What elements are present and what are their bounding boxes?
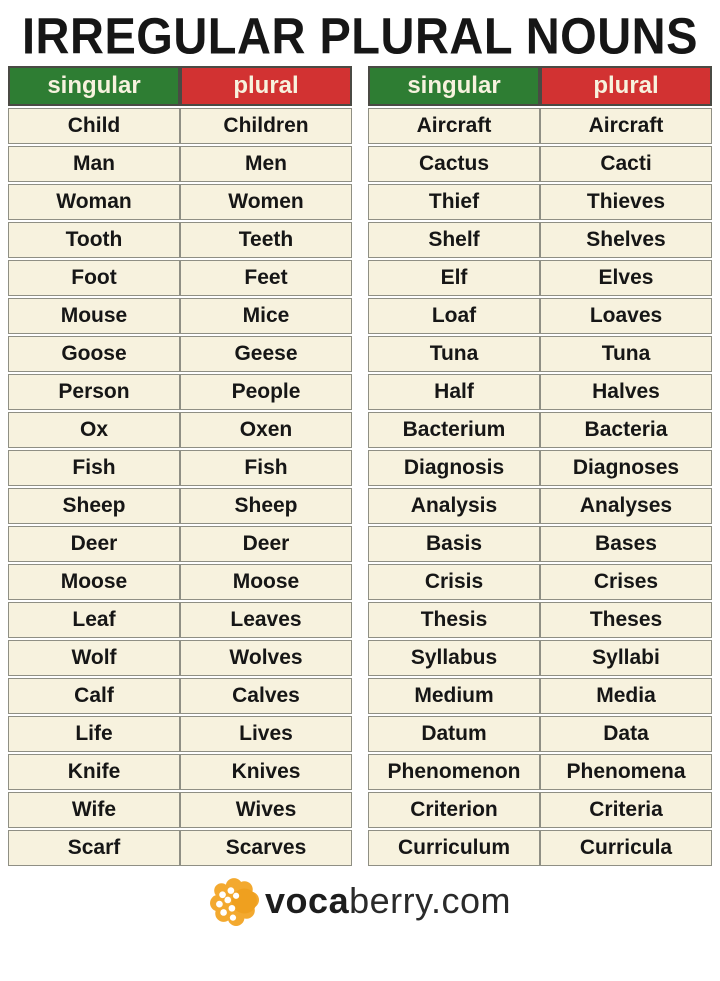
singular-cell: Aircraft [368,108,540,144]
table-row [368,526,712,562]
tables-container [8,64,712,868]
table-row [8,564,352,600]
plural-cell: Knives [180,754,352,790]
plural-cell: Children [180,108,352,144]
plural-cell: Thieves [540,184,712,220]
singular-cell: Tuna [368,336,540,372]
singular-cell: Woman [8,184,180,220]
singular-cell: Bacterium [368,412,540,448]
table-row [368,374,712,410]
page-title: IRREGULAR PLURAL NOUNS [22,6,698,65]
table-row [368,640,712,676]
plural-cell: Mice [180,298,352,334]
singular-column-header: singular [8,66,180,106]
plural-cell: Elves [540,260,712,296]
singular-column-header: singular [368,66,540,106]
plural-cell: Leaves [180,602,352,638]
singular-cell: Wolf [8,640,180,676]
singular-cell: Leaf [8,602,180,638]
plural-cell: Halves [540,374,712,410]
plural-column-header: plural [540,66,712,106]
table-row [368,184,712,220]
singular-cell: Mouse [8,298,180,334]
table-row [368,146,712,182]
table-row [368,602,712,638]
brand-name-rest: berry.com [349,879,511,921]
table-row [8,222,352,258]
table-row [368,716,712,752]
singular-cell: Elf [368,260,540,296]
plural-cell: Tuna [540,336,712,372]
singular-cell: Knife [8,754,180,790]
plural-cell: Sheep [180,488,352,524]
singular-cell: Thief [368,184,540,220]
plural-cell: Moose [180,564,352,600]
table-row [368,336,712,372]
table-row [8,488,352,524]
plural-column-header: plural [180,66,352,106]
noun-table-left [8,64,352,868]
plural-cell: Criteria [540,792,712,828]
plural-cell: Cacti [540,146,712,182]
table-row [368,108,712,144]
plural-cell: Syllabi [540,640,712,676]
singular-cell: Crisis [368,564,540,600]
plural-cell: Shelves [540,222,712,258]
plural-cell: Theses [540,602,712,638]
singular-cell: Medium [368,678,540,714]
singular-cell: Scarf [8,830,180,866]
table-row [8,374,352,410]
table-row [8,754,352,790]
table-row [368,488,712,524]
plural-cell: Geese [180,336,352,372]
berry-logo-icon [209,876,259,926]
plural-cell: Fish [180,450,352,486]
table-row [8,298,352,334]
table-row [8,336,352,372]
singular-cell: Criterion [368,792,540,828]
singular-cell: Analysis [368,488,540,524]
singular-cell: Phenomenon [368,754,540,790]
brand-name-bold: voca [265,879,350,921]
singular-cell: Man [8,146,180,182]
table-row [368,412,712,448]
table-row [368,754,712,790]
table-row [8,526,352,562]
table-row [368,678,712,714]
singular-cell: Wife [8,792,180,828]
plural-cell: Crises [540,564,712,600]
table-row [8,602,352,638]
plural-cell: Wives [180,792,352,828]
plural-cell: Data [540,716,712,752]
plural-cell: Diagnoses [540,450,712,486]
table-row [8,260,352,296]
table-row [8,108,352,144]
singular-cell: Deer [8,526,180,562]
table-row [8,830,352,866]
singular-cell: Sheep [8,488,180,524]
table-row [368,564,712,600]
singular-cell: Child [8,108,180,144]
singular-cell: Shelf [368,222,540,258]
table-row [8,412,352,448]
singular-cell: Moose [8,564,180,600]
singular-cell: Person [8,374,180,410]
plural-cell: Feet [180,260,352,296]
plural-cell: Wolves [180,640,352,676]
plural-cell: Phenomena [540,754,712,790]
plural-cell: Loaves [540,298,712,334]
plural-cell: Deer [180,526,352,562]
noun-table-right [368,64,712,868]
brand-name [265,880,511,922]
singular-cell: Loaf [368,298,540,334]
singular-cell: Calf [8,678,180,714]
table-row [8,184,352,220]
singular-cell: Fish [8,450,180,486]
plural-cell: People [180,374,352,410]
plural-cell: Curricula [540,830,712,866]
plural-cell: Bacteria [540,412,712,448]
singular-cell: Half [368,374,540,410]
brand-footer [8,876,712,926]
table-row [8,640,352,676]
table-row [8,792,352,828]
singular-cell: Tooth [8,222,180,258]
plural-cell: Teeth [180,222,352,258]
plural-cell: Scarves [180,830,352,866]
table-row [368,792,712,828]
singular-cell: Syllabus [368,640,540,676]
singular-cell: Goose [8,336,180,372]
plural-cell: Women [180,184,352,220]
singular-cell: Datum [368,716,540,752]
singular-cell: Ox [8,412,180,448]
singular-cell: Basis [368,526,540,562]
plural-cell: Oxen [180,412,352,448]
table-row [368,298,712,334]
header-row [368,66,712,106]
table-row [8,716,352,752]
table-row [8,450,352,486]
table-row [368,830,712,866]
table-row [8,678,352,714]
singular-cell: Diagnosis [368,450,540,486]
plural-cell: Lives [180,716,352,752]
plural-cell: Calves [180,678,352,714]
plural-cell: Bases [540,526,712,562]
singular-cell: Thesis [368,602,540,638]
plural-cell: Media [540,678,712,714]
table-row [368,260,712,296]
singular-cell: Life [8,716,180,752]
table-row [368,450,712,486]
singular-cell: Cactus [368,146,540,182]
plural-cell: Analyses [540,488,712,524]
header-row [8,66,352,106]
singular-cell: Curriculum [368,830,540,866]
singular-cell: Foot [8,260,180,296]
table-row [8,146,352,182]
table-row [368,222,712,258]
plural-cell: Aircraft [540,108,712,144]
plural-cell: Men [180,146,352,182]
